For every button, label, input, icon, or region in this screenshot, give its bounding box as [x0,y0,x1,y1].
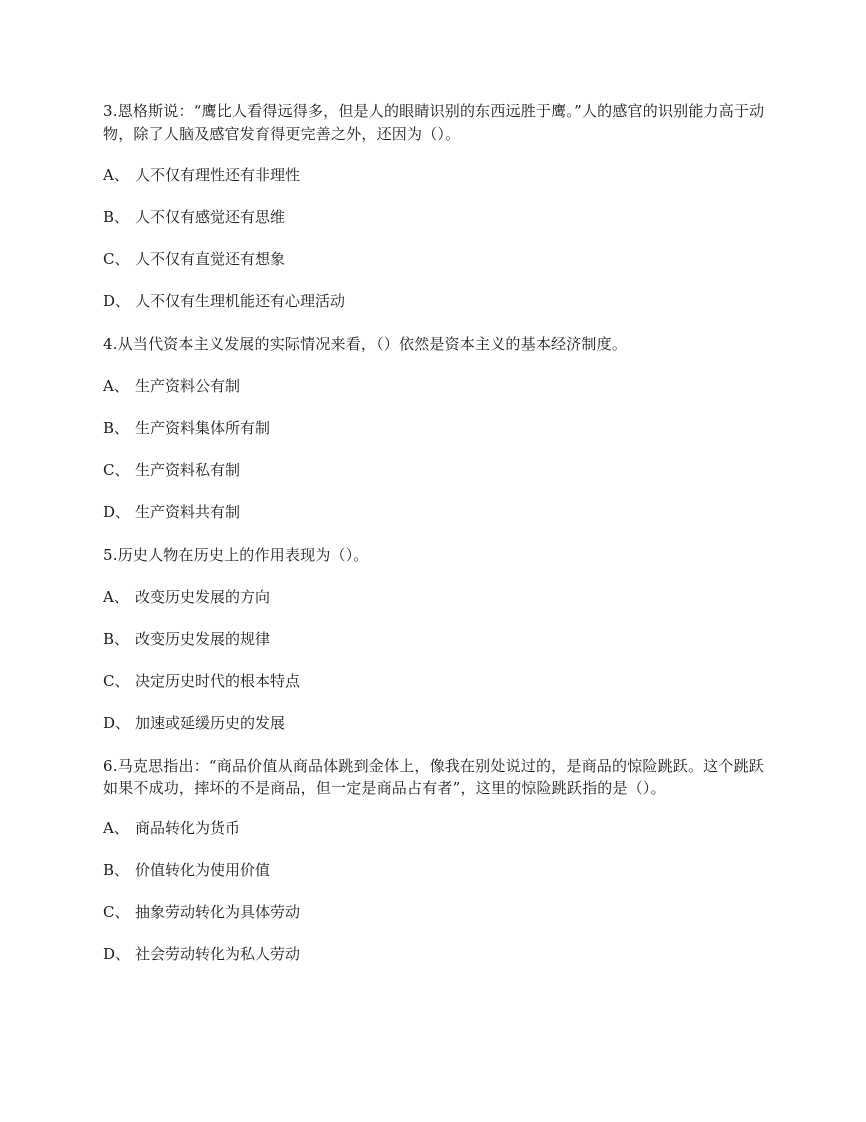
option-text: 人不仅有直觉还有想象 [135,250,286,268]
question-4 [103,333,768,522]
option-letter: D、 [103,292,131,310]
option-text: 人不仅有理性还有非理性 [135,166,301,184]
option-letter: D、 [103,714,131,732]
option-text: 改变历史发展的规律 [135,630,271,648]
option-text: 生产资料私有制 [135,461,241,479]
option-b [103,860,768,880]
option-text: 抽象劳动转化为具体劳动 [135,903,301,921]
option-letter: C、 [103,250,130,268]
option-letter: B、 [103,861,130,879]
option-d [103,502,768,522]
option-a [103,818,768,838]
option-text: 商品转化为货币 [135,819,241,837]
option-c [103,902,768,922]
option-letter: B、 [103,208,130,226]
question-stem: 4.从当代资本主义发展的实际情况来看，（）依然是资本主义的基本经济制度。 [103,335,628,353]
option-a [103,376,768,396]
option-text: 加速或延缓历史的发展 [135,714,286,732]
option-b [103,418,768,438]
option-text: 生产资料共有制 [135,503,241,521]
option-letter: A、 [103,819,129,837]
question-3 [103,100,768,311]
option-c [103,249,768,269]
option-b [103,629,768,649]
option-letter: D、 [103,503,131,521]
option-letter: A、 [103,166,129,184]
question-stem: 5.历史人物在历史上的作用表现为（）。 [103,546,369,564]
option-text: 人不仅有感觉还有思维 [135,208,286,226]
option-letter: A、 [103,377,129,395]
option-d [103,291,768,311]
option-letter: D、 [103,945,131,963]
option-text: 生产资料集体所有制 [135,419,271,437]
option-d [103,944,768,964]
document-page [103,100,768,986]
option-letter: C、 [103,672,130,690]
option-text: 人不仅有生理机能还有心理活动 [135,292,346,310]
option-c [103,671,768,691]
option-text: 生产资料公有制 [135,377,241,395]
option-letter: C、 [103,903,130,921]
option-a [103,587,768,607]
option-c [103,460,768,480]
option-d [103,713,768,733]
question-6 [103,755,768,964]
option-letter: C、 [103,461,130,479]
option-letter: A、 [103,588,129,606]
question-stem: 6.马克思指出：“商品价值从商品体跳到金体上，像我在别处说过的，是商品的惊险跳跃。这个跳跃如果不成功，摔坏的不是商品，但一定是商品占有者”，这里的惊险跳跃指的是（）。 [103,757,764,797]
question-5 [103,544,768,733]
option-text: 决定历史时代的根本特点 [135,672,301,690]
question-stem: 3.恩格斯说：“鹰比人看得远得多，但是人的眼睛识别的东西远胜于鹰。”人的感官的识别能力高于动物，除了人脑及感官发育得更完善之外，还因为（）。 [103,102,765,143]
option-text: 价值转化为使用价值 [135,861,271,879]
option-a [103,165,768,185]
option-letter: B、 [103,419,130,437]
option-text: 社会劳动转化为私人劳动 [135,945,301,963]
option-b [103,207,768,227]
option-letter: B、 [103,630,130,648]
option-text: 改变历史发展的方向 [135,588,271,606]
